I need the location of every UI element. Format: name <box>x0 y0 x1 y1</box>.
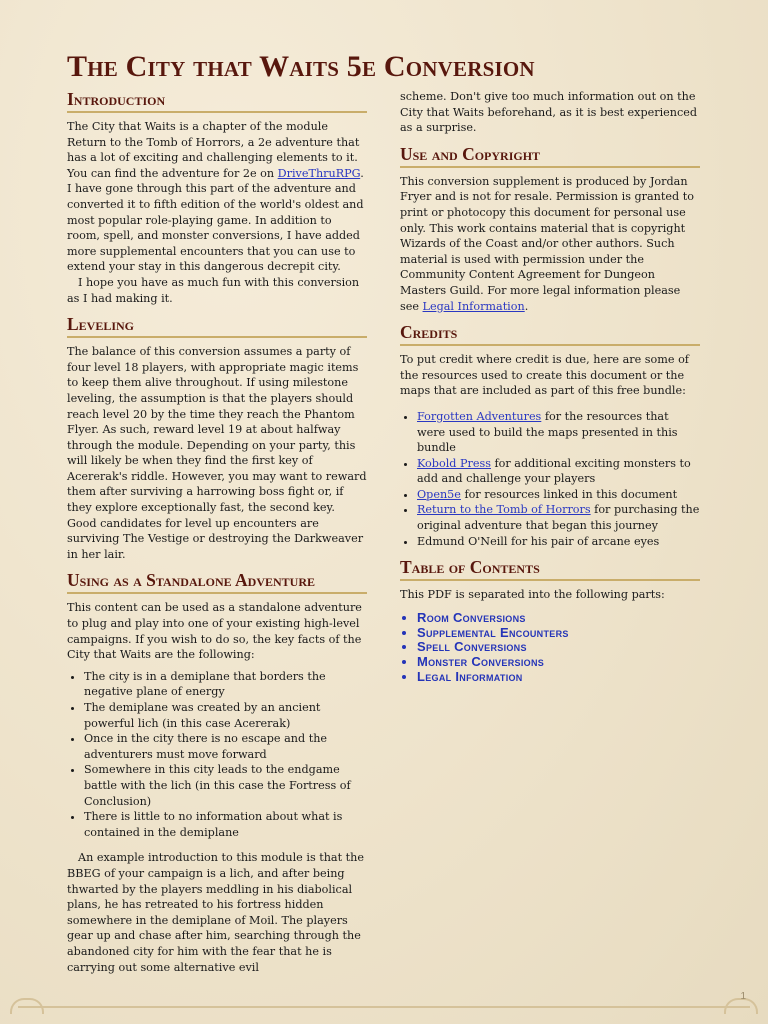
credits-heading: Credits <box>400 322 700 346</box>
kobold-press-link[interactable]: Kobold Press <box>417 456 491 470</box>
list-item: • Once in the city there is no escape and the adventurers must move forward <box>84 731 367 762</box>
intro-paragraph-2: I hope you have as much fun with this conversion as I had making it. <box>67 275 360 305</box>
footer-divider <box>18 1006 750 1008</box>
left-column <box>67 89 367 983</box>
list-item: • Return to the Tomb of Horrors for purchasing the original adventure that began this journey <box>417 502 700 533</box>
credits-list <box>400 409 700 549</box>
leveling-paragraph: The balance of this conversion assumes a party of four level 18 players, with appropriate magic items to keep them alive throughout. If using milestone leveling, the assumption is that the players should reach level 20 by the time they reach the Phantom Flyer. As such, reward level 19 at about halfway through the module. Depending on your party, this will likely be when they find the first key of Acererak's riddle. However, you may want to reward them after surviving a harrowing boss fight or, if they explore exceptionally fast, the second key. Good candidates for level up encounters are surviving The Vestige or destroying the Darkweaver in her lair. <box>67 345 367 561</box>
drivethrurpg-link[interactable]: DriveThruRPG <box>277 166 361 180</box>
list-item: • Edmund O'Neill for his pair of arcane eyes <box>417 534 700 550</box>
leveling-heading: Leveling <box>67 314 367 338</box>
right-column <box>400 89 700 693</box>
toc-item-legal-information[interactable]: • Legal Information <box>417 670 700 685</box>
credits-paragraph: To put credit where credit is due, here are some of the resources used to create this document or the maps that are included as part of this free bundle: <box>400 353 689 398</box>
standalone-paragraph-1: This content can be used as a standalone adventure to plug and play into one of your existing high-level campaigns. If you wish to do so, the key facts of the City that Waits are the following: <box>67 601 362 662</box>
page-number: 1 <box>740 991 746 1002</box>
return-to-tomb-link[interactable]: Return to the Tomb of Horrors <box>417 503 591 517</box>
list-item: • Open5e for resources linked in this document <box>417 487 700 503</box>
toc-heading: Table of Contents <box>400 557 700 581</box>
intro-section <box>67 89 367 306</box>
standalone-bullet-list <box>67 669 367 841</box>
legal-information-link[interactable]: Legal Information <box>422 299 525 313</box>
toc-item-spell-conversions[interactable]: • Spell Conversions <box>417 640 700 655</box>
open5e-link[interactable]: Open5e <box>417 487 461 501</box>
copyright-paragraph: This conversion supplement is produced by Jordan Fryer and is not for resale. Permission is granted to print or photocopy this document for personal use only. This work contains material that is copyright Wizards of the Coast and/or other authors. Such material is used with permission under the Community Content Agreement for Dungeon Masters Guild. For more legal information please see Legal Information. <box>400 174 694 313</box>
list-item: • Somewhere in this city leads to the endgame battle with the lich (in this case the Fortress of Conclusion) <box>84 762 367 809</box>
standalone-paragraph-2-cont: scheme. Don't give too much information out on the City that Waits beforehand, as it is best experienced as a surprise. <box>400 90 698 135</box>
intro-heading: Introduction <box>67 89 367 113</box>
list-item: • Forgotten Adventures for the resources that were used to build the maps presented in this bundle <box>417 409 700 456</box>
list-item: • There is little to no information about what is contained in the demiplane <box>84 809 367 840</box>
standalone-section <box>67 570 367 975</box>
standalone-heading: Using as a Standalone Adventure <box>67 570 367 594</box>
toc-section <box>400 557 700 685</box>
leveling-section <box>67 314 367 562</box>
standalone-continuation <box>400 89 700 136</box>
copyright-section <box>400 144 700 314</box>
list-item: • The demiplane was created by an ancient powerful lich (in this case Acererak) <box>84 700 367 731</box>
intro-paragraph-1: The City that Waits is a chapter of the module Return to the Tomb of Horrors, a 2e adventure that has a lot of exciting and challenging elements to it. You can find the adventure for 2e on DriveThruRPG. I have gone through this part of the adventure and converted it to fifth edition of the world's oldest and most popular role-playing game. In addition to room, spell, and monster conversions, I have added more supplemental encounters that you can use to extend your stay in this dangerous decrepit city. <box>67 120 364 274</box>
toc-intro: This PDF is separated into the following parts: <box>400 588 665 602</box>
toc-list <box>400 611 700 685</box>
toc-item-monster-conversions[interactable]: • Monster Conversions <box>417 655 700 670</box>
credits-section <box>400 322 700 549</box>
toc-item-room-conversions[interactable]: • Room Conversions <box>417 611 700 626</box>
list-item: • Kobold Press for additional exciting monsters to add and challenge your players <box>417 456 700 487</box>
page-title: The City that Waits 5e Conversion <box>67 50 535 83</box>
standalone-paragraph-2: An example introduction to this module is that the BBEG of your campaign is a lich, and after being thwarted by the players meddling in his diabolical plans, he has retreated to his fortress hidden somewhere in the demiplane of Moil. The players gear up and chase after him, searching through the abandoned city for him with the fear that he is carrying out some alternative evil <box>67 851 364 974</box>
list-item: • The city is in a demiplane that borders the negative plane of energy <box>84 669 367 700</box>
forgotten-adventures-link[interactable]: Forgotten Adventures <box>417 409 542 423</box>
footer-ornament-icon <box>10 998 44 1014</box>
toc-item-supplemental-encounters[interactable]: • Supplemental Encounters <box>417 626 700 641</box>
copyright-heading: Use and Copyright <box>400 144 700 168</box>
